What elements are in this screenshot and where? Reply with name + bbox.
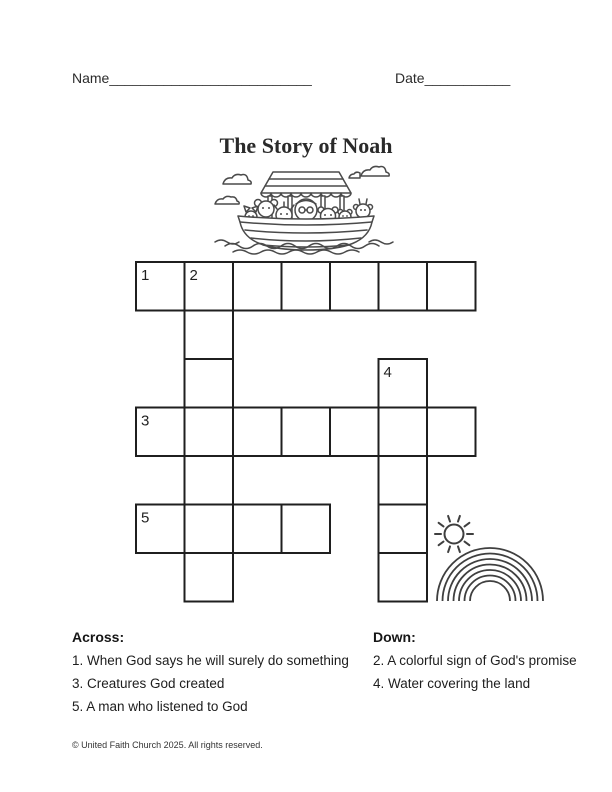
cell-number: 1 [141,267,150,284]
across-heading: Across: [72,629,125,645]
down-clues-section [373,626,608,695]
grid-cell [233,505,282,554]
grid-cell [379,262,428,311]
grid-cell [233,408,282,457]
grid-cell [282,505,331,554]
grid-cell [427,408,476,457]
down-heading: Down: [373,629,416,645]
name-label: Name [72,70,110,86]
grid-cell [185,408,234,457]
date-label: Date [395,70,425,86]
cloud-icon [349,172,360,178]
grid-cell [233,262,282,311]
name-blank-line: __________________________ [109,70,312,86]
grid-cell [185,456,234,505]
grid-cell [185,359,234,408]
grid-cell [185,505,234,554]
sun-icon [435,516,473,552]
page-title: The Story of Noah [219,133,393,158]
clue-item: 1. When God says he will surely do something [72,653,349,668]
cell-number: 2 [189,267,198,284]
rainbow-icon [437,548,543,601]
clue-item: 5. A man who listened to God [72,699,248,714]
name-date-row [0,70,612,90]
grid-cell [282,408,331,457]
clue-item: 2. A colorful sign of God's promise [373,653,577,668]
clue-item: 4. Water covering the land [373,676,531,691]
across-clue-list [72,649,372,718]
clue-item: 3. Creatures God created [72,676,225,691]
date-blank-line: ___________ [424,70,511,86]
grid-cell [282,262,331,311]
noah-icon [295,199,317,221]
cloud-icon [361,166,389,176]
down-clue-list [373,649,608,695]
giraffe-icon [354,199,373,218]
grid-cell [379,505,428,554]
cell-number: 3 [141,412,150,430]
cloud-icon [223,174,251,184]
ark-roof [261,172,351,193]
across-clues-section [72,626,372,718]
name-field [72,70,312,86]
grid-cell [330,408,379,457]
cell-number: 5 [141,509,150,527]
grid-cell [185,553,234,602]
grid-cell [185,311,234,360]
grid-cell [379,456,428,505]
noahs-ark-illustration [211,160,401,256]
cell-number: 4 [383,364,392,381]
grid-cell [330,262,379,311]
rainbow-sun-illustration [430,504,548,604]
date-field [395,70,510,86]
grid-cell [379,408,428,457]
koala-icon [255,200,278,218]
cloud-icon [215,196,239,204]
grid-cell [427,262,476,311]
grid-cell [379,553,428,602]
copyright-footer: © United Faith Church 2025. All rights reserved. [72,740,263,750]
